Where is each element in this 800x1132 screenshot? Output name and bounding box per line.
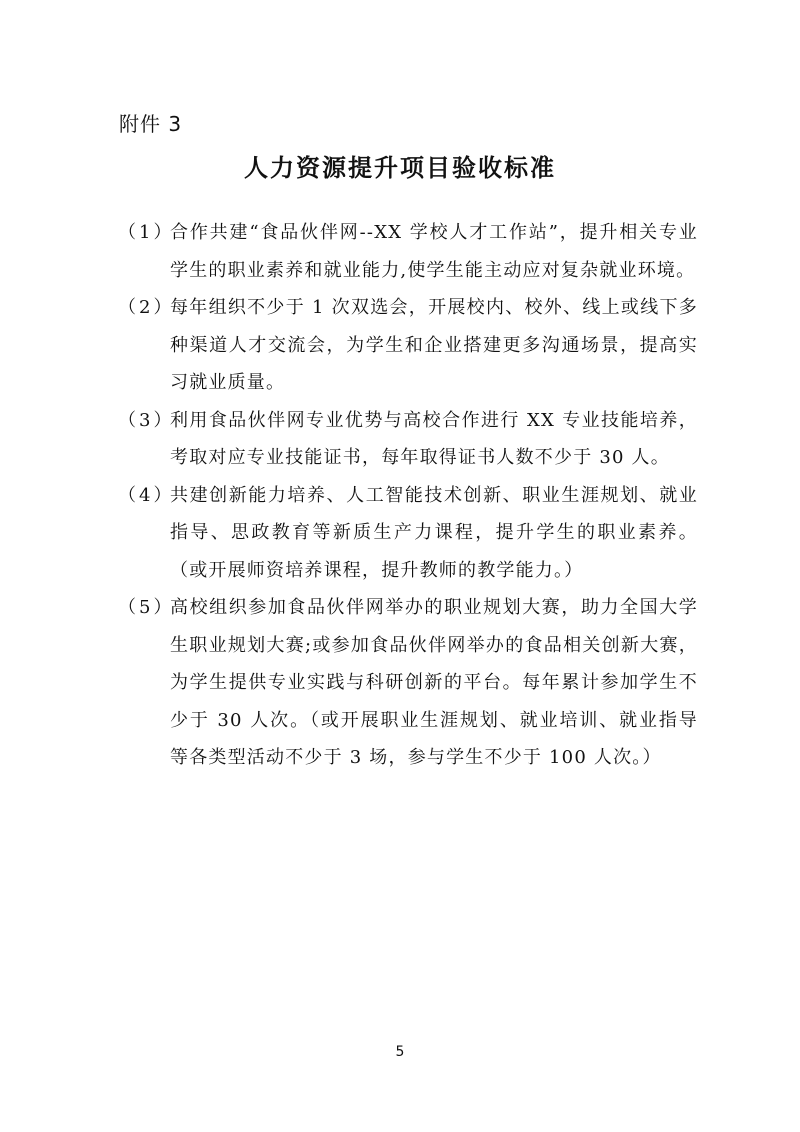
item-number: （2） [118, 297, 175, 318]
attachment-label: 附件 3 [119, 112, 183, 136]
item-number: （5） [118, 597, 175, 618]
document-title: 人力资源提升项目验收标准 [244, 153, 556, 182]
criteria-item-1 [118, 214, 698, 289]
item-text: 每年组织不少于 1 次双选会，开展校内、校外、线上或线下多种渠道人才交流会，为学生和企业搭建更多沟通场景，提高实习就业质量。 [170, 297, 698, 393]
item-text: 共建创新能力培养、人工智能技术创新、职业生涯规划、就业指导、思政教育等新质生产力课程，提升学生的职业素养。（或开展师资培养课程，提升教师的教学能力。） [170, 484, 698, 581]
criteria-item-2 [118, 289, 698, 402]
item-text: 利用食品伙伴网专业优势与高校合作进行 XX 专业技能培养，考取对应专业技能证书，每年取得证书人数不少于 30 人。 [170, 409, 698, 468]
criteria-item-5 [118, 589, 698, 777]
criteria-item-4 [118, 477, 698, 590]
item-number: （4） [118, 484, 175, 506]
item-text: 高校组织参加食品伙伴网举办的职业规划大赛，助力全国大学生职业规划大赛;或参加食品伙伴网举办的食品相关创新大赛，为学生提供专业实践与科研创新的平台。每年累计参加学生不少于 30 人次。（或开展职业生涯规划、就业培训、就业指导等各类型活动不少于 3 场，参与学生不少于 100 人次。） [170, 597, 698, 768]
page-number: 5 [395, 1044, 405, 1060]
item-number: （1） [118, 222, 175, 243]
criteria-list [118, 214, 698, 777]
criteria-item-3 [118, 402, 698, 477]
item-text: 合作共建“食品伙伴网--XX 学校人才工作站”，提升相关专业学生的职业素养和就业能力,使学生能主动应对复杂就业环境。 [170, 222, 698, 281]
item-number: （3） [118, 409, 175, 431]
